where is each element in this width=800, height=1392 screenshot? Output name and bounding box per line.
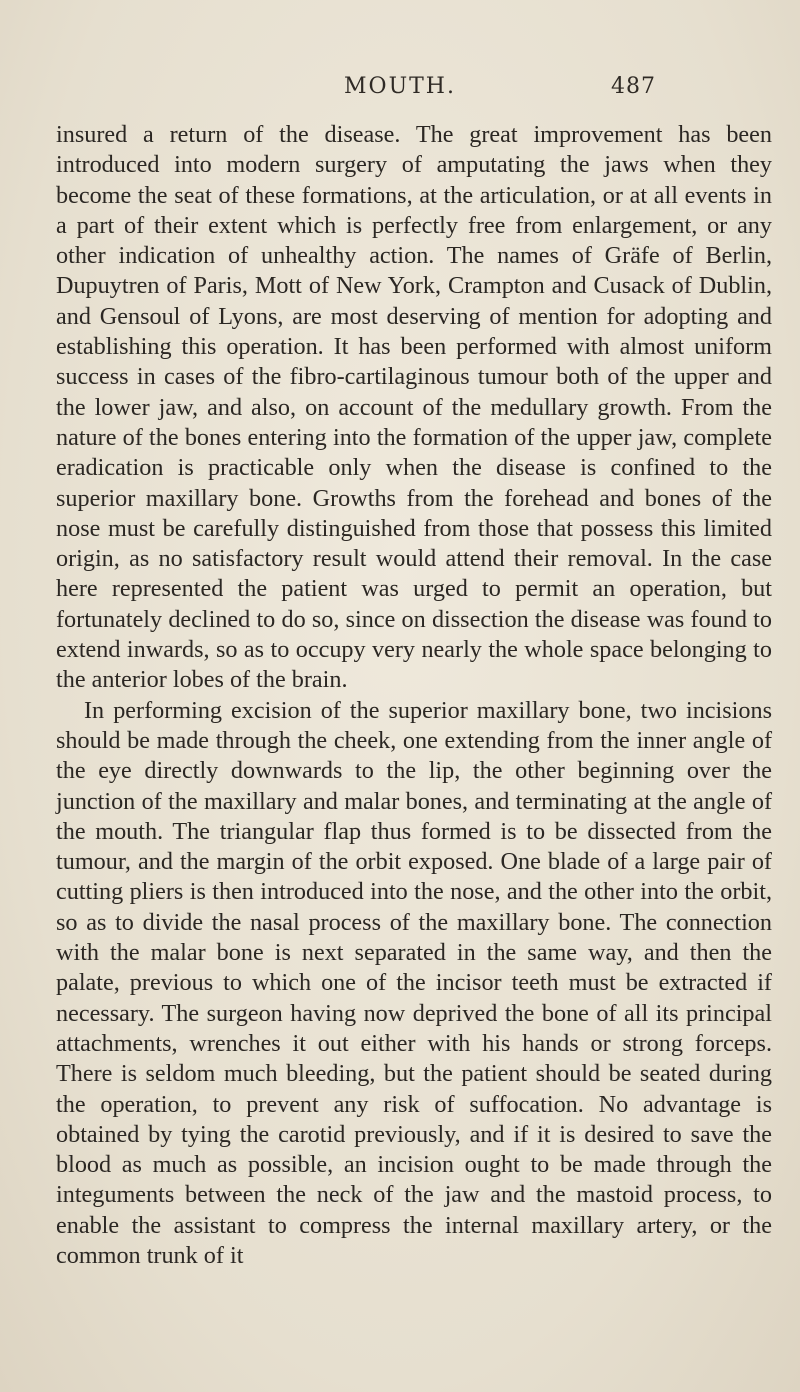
paragraph-2: In performing excision of the superior maxillary bone, two incisions should be made through the cheek, one extending from the inner angle of the eye directly downwards to the lip, the other beginning over the junction of the maxillary and malar bones, and terminating at the angle of the mouth. The triangular flap thus formed is to be dissected from the tumour, and the margin of the orbit exposed. One blade of a large pair of cutting pliers is then introduced into the nose, and the other into the orbit, so as to divide the nasal process of the maxillary bone. The connection with the malar bone is next separated in the same way, and then the palate, previous to which one of the incisor teeth must be extracted if necessary. The surgeon having now deprived the bone of all its principal attachments, wrenches it out either with his hands or strong forceps. There is seldom much bleeding, but the patient should be seated during the operation, to prevent any risk of suffocation. No advantage is obtained by tying the carotid previously, and if it is desired to save the blood as much as possible, an incision ought to be made through the integuments between the neck of the jaw and the mastoid process, to enable the assistant to compress the internal maxillary artery, or the common trunk of it (56, 696, 772, 1269)
body-text (56, 120, 772, 1271)
running-head (60, 74, 740, 104)
running-title: MOUTH. (344, 74, 456, 99)
page-number: 487 (611, 74, 656, 99)
paragraph-1: insured a return of the disease. The great improvement has been introduced into modern surgery of amputating the jaws when they become the seat of these formations, at the articulation, or at all events in a part of their extent which is perfectly free from enlargement, or any other indication of unhealthy action. The names of Gräfe of Berlin, Dupuytren of Paris, Mott of New York, Crampton and Cusack of Dublin, and Gensoul of Lyons, are most deserving of mention for adopting and establishing this operation. It has been performed with almost uniform success in cases of the fibro-cartilaginous tumour both of the upper and the lower jaw, and also, on account of the medullary growth. From the nature of the bones entering into the formation of the upper jaw, complete eradication is practicable only when the disease is confined to the superior maxillary bone. Growths from the forehead and bones of the nose must be carefully distinguished from those that possess this limited origin, as no satisfactory result would attend their removal. In the case here represented the patient was urged to permit an operation, but fortunately declined to do so, since on dissection the disease was found to extend inwards, so as to occupy very nearly the whole space belonging to the anterior lobes of the brain. (56, 121, 772, 694)
